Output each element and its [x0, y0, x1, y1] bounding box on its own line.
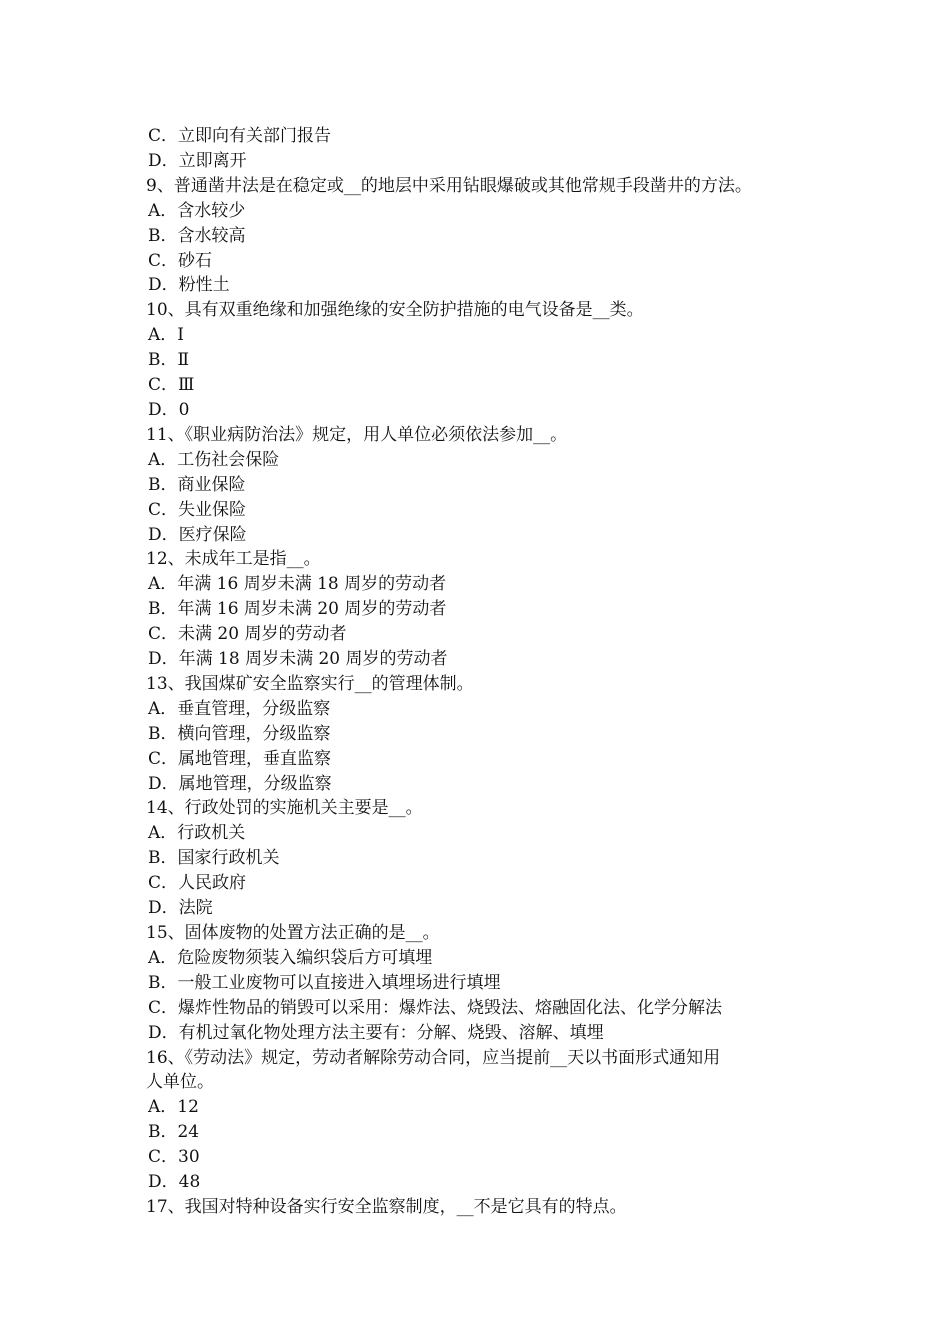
answer-option: C．立即向有关部门报告 [148, 126, 332, 146]
answer-option: A．工伤社会保险 [148, 449, 280, 470]
answer-option: A．危险废物须装入编织袋后方可填埋 [148, 947, 433, 968]
question-text: 15、固体废物的处置方法正确的是__。 [146, 923, 440, 943]
answer-option: C．30 [148, 1147, 200, 1168]
question-text: 14、行政处罚的实施机关主要是__。 [146, 798, 423, 819]
answer-option: A．垂直管理，分级监察 [148, 698, 331, 719]
answer-option: C．爆炸性物品的销毁可以采用：爆炸法、烧毁法、熔融固化法、化学分解法 [148, 997, 723, 1018]
question-text: 16、《劳动法》规定，劳动者解除劳动合同，应当提前__天以书面形式通知用 [146, 1047, 721, 1068]
question-text: 人单位。 [146, 1072, 214, 1093]
answer-option: B．年满 16 周岁未满 20 周岁的劳动者 [148, 599, 447, 620]
question-text: 12、未成年工是指__。 [146, 549, 321, 570]
answer-option: B．国家行政机关 [148, 848, 280, 869]
answer-option: A．12 [148, 1097, 199, 1118]
answer-option: D．属地管理，分级监察 [148, 773, 332, 794]
answer-option: D．年满 18 周岁未满 20 周岁的劳动者 [148, 649, 448, 670]
answer-option: B．一般工业废物可以直接进入填埋场进行填埋 [148, 972, 501, 993]
answer-option: A．年满 16 周岁未满 18 周岁的劳动者 [148, 574, 447, 595]
question-text: 9、普通凿井法是在稳定或__的地层中采用钻眼爆破或其他常规手段凿井的方法。 [146, 175, 752, 196]
document-page [146, 124, 826, 1220]
answer-option: C．Ⅲ [148, 375, 195, 396]
question-text: 10、具有双重绝缘和加强绝缘的安全防护措施的电气设备是__类。 [146, 300, 644, 321]
question-text: 11、《职业病防治法》规定，用人单位必须依法参加__。 [146, 424, 568, 445]
answer-option: A．含水较少 [148, 200, 246, 221]
answer-option: C．未满 20 周岁的劳动者 [148, 624, 347, 645]
question-text: 13、我国煤矿安全监察实行__的管理体制。 [146, 673, 474, 694]
question-text: 17、我国对特种设备实行安全监察制度，__不是它具有的特点。 [146, 1196, 627, 1217]
answer-option: D．法院 [148, 898, 213, 919]
answer-option: C．人民政府 [148, 873, 247, 894]
answer-option: C．失业保险 [148, 499, 247, 520]
answer-option: A．行政机关 [148, 823, 246, 844]
answer-option: D．立即离开 [148, 150, 247, 171]
answer-option: D．有机过氧化物处理方法主要有：分解、烧毁、溶解、填埋 [148, 1022, 604, 1043]
answer-option: A．Ⅰ [148, 325, 184, 346]
answer-option: D．48 [148, 1172, 201, 1193]
answer-option: B．商业保险 [148, 474, 246, 495]
answer-option: D．粉性土 [148, 275, 230, 296]
answer-option: B．Ⅱ [148, 350, 190, 371]
answer-option: D．医疗保险 [148, 524, 247, 545]
answer-option: C．属地管理，垂直监察 [148, 748, 332, 769]
answer-option: D．0 [148, 399, 190, 420]
answer-option: B．横向管理，分级监察 [148, 723, 331, 744]
answer-option: B．24 [148, 1122, 200, 1143]
answer-option: B．含水较高 [148, 225, 246, 246]
answer-option: C．砂石 [148, 250, 213, 271]
